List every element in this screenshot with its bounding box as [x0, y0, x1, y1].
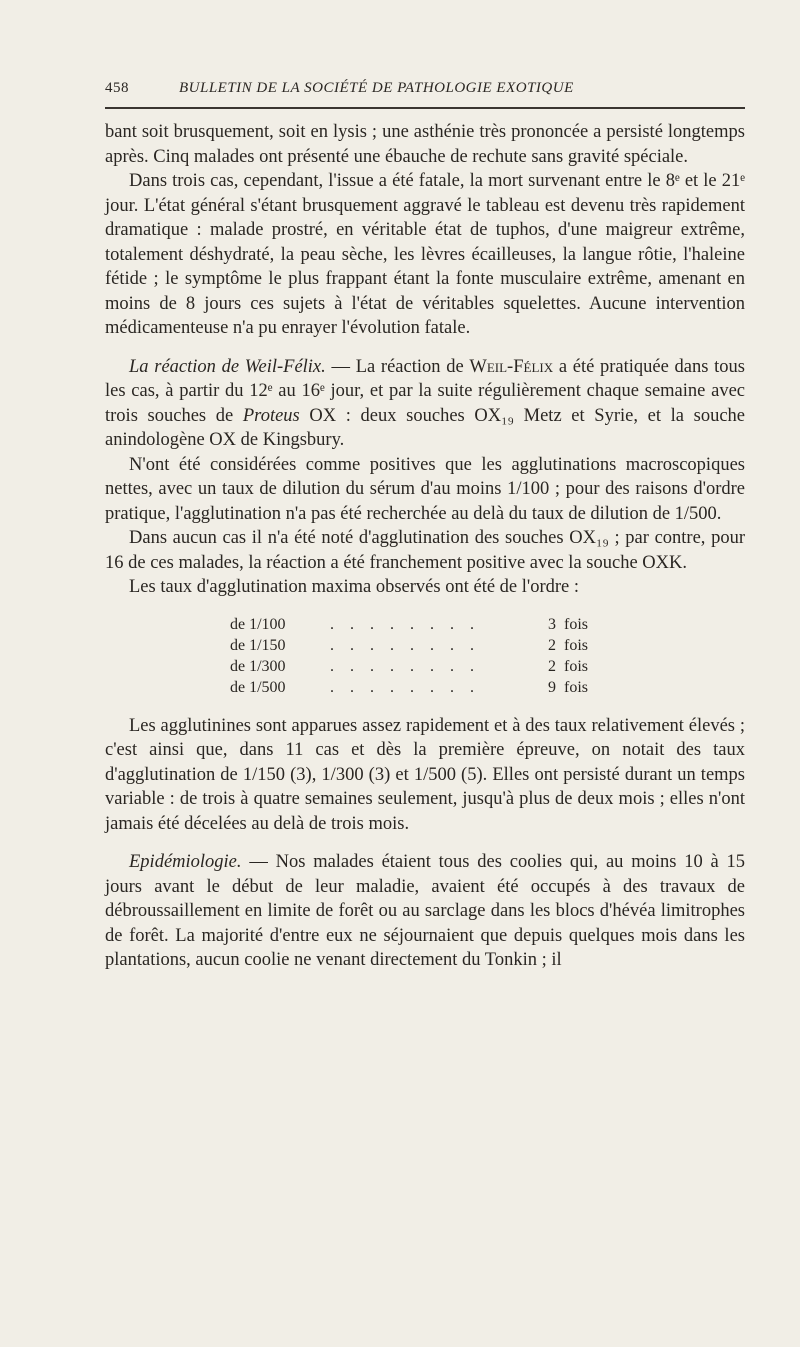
count-value: 2	[548, 636, 556, 654]
paragraph-3-b: OX : deux souches OX₁₉ Metz et Syrie, et la souche anindologène OX de Kingsbury.	[105, 405, 745, 450]
paragraph-3-a: a été pratiquée dans tous les cas, à partir du 12ᵉ au 16ᵉ jour, et par la suite régulièrement chaque semaine avec trois souches de	[105, 356, 745, 426]
section-heading-epidemiologie: Epidémiologie.	[129, 852, 242, 872]
paragraph-4: N'ont été considérées comme positives que les agglutinations macroscopiques nettes, avec un taux de dilution du sérum d'au moins 1/100 ; pour des raisons d'ordre pratique, l'agglutination n'a pas été recherchée au delà du taux de dilution de 1/500.	[105, 454, 745, 524]
paragraph-8-text: — Nos malades étaient tous des coolies qui, au moins 10 à 15 jours avant le début de leur maladie, avaient été occupés à des travaux de débroussaillement en limite de forêt ou au sarclage dans les blocs d'hévéa limitrophes de forêt. La majorité d'entre eux ne séjournaient que depuis quelques mois dans les plantations, aucun coolie ne venant directement du Tonkin ; il	[105, 852, 745, 970]
leader-dots	[330, 656, 540, 677]
dilution-value: de 1/500	[230, 678, 286, 696]
count-value: 9	[548, 678, 556, 696]
count-unit: fois	[564, 636, 588, 654]
count-value: 2	[548, 657, 556, 675]
paragraph-6: Les taux d'agglutination maxima observés ont été de l'ordre :	[129, 577, 580, 597]
paragraph-2: Dans trois cas, cependant, l'issue a été fatale, la mort survenant entre le 8ᵉ et le 21ᵉ jour. L'état général s'étant brusquement aggravé le tableau est devenu très rapidement dramatique : malade prostré, en véritable état de tuphos, d'une maigreur extrême, totalement déshydraté, la peau sèche, les lèvres écailleuses, la langue rôtie, l'haleine fétide ; le symptôme le plus frappant étant la fonte musculaire extrême, amenant en moins de 8 jours ces sujets à l'état de véritables squelettes. Aucune intervention médicamenteuse n'a pu enrayer l'évolution fatale.	[105, 171, 745, 338]
dilution-value: de 1/100	[230, 615, 286, 633]
leader-dots	[330, 635, 540, 656]
count-unit: fois	[564, 657, 588, 675]
paragraph-epidemiologie	[105, 850, 745, 973]
count-unit: fois	[564, 615, 588, 633]
paragraph-3-sep: — La réaction de	[325, 356, 470, 377]
dilution-value: de 1/300	[230, 657, 286, 675]
count-unit: fois	[564, 678, 588, 696]
leader-dots	[330, 677, 540, 698]
paragraph-5: Dans aucun cas il n'a été noté d'agglutination des souches OX₁₉ ; par contre, pour 16 de ces malades, la réaction a été franchement positive avec la souche OXK.	[105, 528, 745, 573]
table-row	[230, 677, 745, 698]
count-value: 3	[548, 615, 556, 633]
proteus-term: Proteus	[242, 405, 300, 426]
leader-dots	[330, 614, 540, 635]
table-row	[230, 614, 745, 635]
paragraph-7: Les agglutinines sont apparues assez rapidement et à des taux relativement élevés ; c'est ainsi que, dans 11 cas et dès la première épreuve, on notait des taux d'agglutination de 1/150 (3), 1/300 (3) et 1/500 (5). Elles ont persisté durant un temps variable : de trois à quatre semaines seulement, jusqu'à plus de deux mois ; elles n'ont jamais été décelées au delà de trois mois.	[105, 715, 745, 834]
header-rule	[105, 107, 745, 109]
page-number: 458	[105, 80, 129, 96]
table-row	[230, 656, 745, 677]
agglutination-table	[230, 614, 745, 698]
paragraph-weil-felix	[105, 355, 745, 453]
weil-felix-name: Weil-Félix	[469, 356, 554, 377]
article-body	[105, 120, 745, 973]
table-row	[230, 635, 745, 656]
running-header	[105, 80, 745, 102]
dilution-value: de 1/150	[230, 636, 286, 654]
paragraph-1: bant soit brusquement, soit en lysis ; une asthénie très prononcée a persisté longtemps après. Cinq malades ont présenté une ébauche de rechute sans gravité spéciale.	[105, 122, 745, 167]
journal-title: BULLETIN DE LA SOCIÉTÉ DE PATHOLOGIE EXOTIQUE	[179, 80, 574, 96]
section-heading-weil-felix: La réaction de Weil-Félix.	[129, 356, 326, 377]
